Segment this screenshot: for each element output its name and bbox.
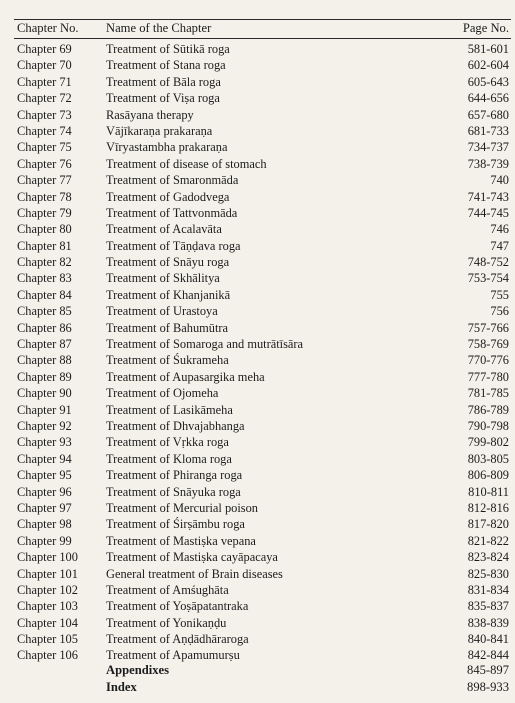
chapter-name: Treatment of Ojomeha [106, 386, 219, 401]
chapter-number: Chapter 98 [17, 517, 72, 532]
page-range: 644-656 [467, 91, 509, 106]
table-row [14, 139, 511, 155]
chapter-number: Chapter 85 [17, 304, 72, 319]
chapter-name: Treatment of Vṛkka roga [106, 435, 229, 450]
page-range: 823-824 [467, 550, 509, 565]
page-range: 605-643 [467, 74, 509, 89]
page-range: 681-733 [467, 123, 509, 138]
table-row [14, 516, 511, 532]
page-range: 657-680 [467, 107, 509, 122]
chapter-name: Treatment of Yoṣāpatantraka [106, 599, 249, 614]
chapter-number: Chapter 93 [17, 435, 72, 450]
page-range: 734-737 [467, 140, 509, 155]
page-range: 845-897 [467, 663, 509, 677]
chapter-name: Treatment of Tāṇḍava roga [106, 238, 241, 253]
chapter-number: Chapter 103 [17, 599, 78, 614]
chapter-name: Treatment of Śukrameha [106, 353, 229, 368]
table-row [14, 402, 511, 418]
header-chapter-name: Name of the Chapter [106, 21, 212, 35]
table-row [14, 123, 511, 139]
page-range: 790-798 [467, 418, 509, 433]
chapter-number: Chapter 76 [17, 156, 72, 171]
table-row [14, 254, 511, 270]
chapter-number: Chapter 100 [17, 550, 78, 565]
chapter-name: Treatment of Bāla roga [106, 74, 221, 89]
chapter-name: Treatment of Bahumūtra [106, 320, 229, 335]
page-range: 810-811 [468, 484, 509, 499]
table-row [14, 434, 511, 450]
back-matter-row [14, 662, 511, 679]
page-range: 821-822 [467, 533, 509, 548]
top-rule [14, 19, 511, 20]
chapter-name: Treatment of Smaronmāda [106, 173, 239, 188]
page-range: 758-769 [467, 337, 509, 352]
chapter-number: Chapter 96 [17, 484, 72, 499]
page-range: 825-830 [467, 566, 509, 581]
page-range: 799-802 [467, 435, 509, 450]
chapter-name: Treatment of Amśughāta [106, 582, 229, 597]
chapter-number: Chapter 97 [17, 500, 72, 515]
table-row [14, 451, 511, 467]
chapter-number: Chapter 91 [17, 402, 72, 417]
chapter-number: Chapter 72 [17, 91, 72, 106]
page-range: 602-604 [467, 58, 509, 73]
page-range: 898-933 [467, 679, 509, 694]
header-page-no: Page No. [462, 21, 509, 35]
chapter-number: Chapter 73 [17, 107, 72, 122]
table-row [14, 549, 511, 565]
chapter-number: Chapter 87 [17, 337, 72, 352]
chapter-number: Chapter 86 [17, 320, 72, 335]
table-row [14, 90, 511, 106]
page-range: 770-776 [467, 353, 509, 368]
chapter-name: Treatment of Aupasargika meha [106, 369, 265, 384]
chapter-number: Chapter 104 [17, 615, 78, 630]
page-range: 757-766 [467, 320, 509, 335]
table-row [14, 598, 511, 614]
chapter-number: Chapter 106 [17, 648, 78, 663]
page-range: 786-789 [467, 402, 509, 417]
chapter-name: Treatment of Dhvajabhanga [106, 418, 245, 433]
table-row [14, 385, 511, 401]
table-row [14, 205, 511, 221]
page-range: 838-839 [467, 615, 509, 630]
chapter-list [14, 41, 511, 664]
chapter-name: Treatment of Urastoya [106, 304, 218, 319]
table-row [14, 156, 511, 172]
chapter-name: Treatment of Tattvonmāda [106, 205, 238, 220]
page-range: 842-844 [467, 648, 509, 663]
page-range: 744-745 [467, 205, 509, 220]
table-header [14, 21, 511, 37]
chapter-name: Treatment of Viṣa roga [106, 91, 220, 106]
table-row [14, 41, 511, 57]
table-row [14, 320, 511, 336]
chapter-name: Treatment of Phiranga roga [106, 468, 243, 483]
table-row [14, 631, 511, 647]
table-row [14, 352, 511, 368]
chapter-number: Chapter 70 [17, 58, 72, 73]
chapter-number: Chapter 89 [17, 369, 72, 384]
chapter-number: Chapter 102 [17, 582, 78, 597]
chapter-name: Rasāyana therapy [106, 107, 194, 122]
page-range: 740 [490, 173, 509, 188]
back-matter-list [14, 662, 511, 695]
chapter-name: Treatment of Snāyu roga [106, 255, 230, 270]
chapter-name: Treatment of Aṇḍādhāraroga [106, 632, 249, 647]
chapter-name: Treatment of Somaroga and mutrātīsāra [106, 337, 304, 352]
chapter-name: Treatment of Lasikāmeha [106, 402, 233, 417]
table-row [14, 582, 511, 598]
header-chapter-no: Chapter No. [17, 21, 79, 35]
chapter-name: Treatment of Sūtikā roga [106, 42, 230, 56]
chapter-name: Treatment of Stana roga [106, 58, 226, 73]
chapter-number: Chapter 69 [17, 42, 72, 56]
table-row [14, 270, 511, 286]
table-row [14, 238, 511, 254]
chapter-number: Chapter 80 [17, 222, 72, 237]
chapter-name: Treatment of Khanjanikā [106, 287, 231, 302]
table-row [14, 287, 511, 303]
page-range: 755 [490, 287, 509, 302]
table-row [14, 336, 511, 352]
chapter-number: Chapter 105 [17, 632, 78, 647]
table-row [14, 467, 511, 483]
table-row [14, 107, 511, 123]
table-row [14, 172, 511, 188]
chapter-number: Chapter 71 [17, 74, 72, 89]
page-range: 747 [490, 238, 509, 253]
page-range: 748-752 [467, 255, 509, 270]
chapter-number: Chapter 79 [17, 205, 72, 220]
page-range: 817-820 [467, 517, 509, 532]
chapter-number: Chapter 82 [17, 255, 72, 270]
chapter-name: General treatment of Brain diseases [106, 566, 283, 581]
chapter-number: Chapter 81 [17, 238, 72, 253]
chapter-number: Chapter 74 [17, 123, 72, 138]
chapter-name: Treatment of Śirṣāmbu roga [106, 517, 245, 532]
chapter-number: Chapter 99 [17, 533, 72, 548]
page-range: 741-743 [467, 189, 509, 204]
chapter-number: Chapter 75 [17, 140, 72, 155]
chapter-name: Treatment of Mercurial poison [106, 500, 258, 515]
header-rule [14, 38, 511, 39]
back-matter-name: Index [106, 679, 137, 694]
page-range: 835-837 [467, 599, 509, 614]
chapter-name: Treatment of Yonikaṇḍu [106, 615, 227, 630]
chapter-name: Treatment of Mastiṣka cayāpacaya [106, 550, 278, 565]
page-range: 753-754 [467, 271, 509, 286]
table-row [14, 303, 511, 319]
chapter-number: Chapter 94 [17, 451, 72, 466]
chapter-name: Vīryastambha prakaraṇa [106, 140, 228, 155]
table-row [14, 189, 511, 205]
chapter-number: Chapter 88 [17, 353, 72, 368]
page-range: 831-834 [467, 582, 509, 597]
page-range: 781-785 [467, 386, 509, 401]
chapter-name: Treatment of Skhālitya [106, 271, 220, 286]
chapter-number: Chapter 78 [17, 189, 72, 204]
back-matter-row [14, 679, 511, 696]
table-row [14, 500, 511, 516]
chapter-name: Treatment of Apamumurṣu [106, 648, 240, 663]
page-range: 812-816 [467, 500, 509, 515]
table-row [14, 74, 511, 90]
page-range: 803-805 [467, 451, 509, 466]
table-row [14, 369, 511, 385]
table-row [14, 566, 511, 582]
chapter-name: Treatment of Snāyuka roga [106, 484, 241, 499]
chapter-number: Chapter 101 [17, 566, 78, 581]
chapter-number: Chapter 92 [17, 418, 72, 433]
chapter-number: Chapter 95 [17, 468, 72, 483]
table-row [14, 57, 511, 73]
table-row [14, 484, 511, 500]
chapter-number: Chapter 83 [17, 271, 72, 286]
chapter-name: Treatment of disease of stomach [106, 156, 267, 171]
chapter-number: Chapter 77 [17, 173, 72, 188]
chapter-name: Treatment of Acalavāta [106, 222, 222, 237]
chapter-name: Treatment of Kloma roga [106, 451, 232, 466]
page-range: 581-601 [467, 42, 509, 56]
back-matter-name: Appendixes [106, 663, 169, 677]
table-row [14, 418, 511, 434]
chapter-name: Treatment of Mastiṣka vepana [106, 533, 256, 548]
page-range: 806-809 [467, 468, 509, 483]
table-row [14, 533, 511, 549]
chapter-name: Vājīkaraṇa prakaraṇa [106, 123, 213, 138]
page-range: 840-841 [467, 632, 509, 647]
page-range: 738-739 [467, 156, 509, 171]
table-row [14, 615, 511, 631]
page-range: 777-780 [467, 369, 509, 384]
page-range: 746 [490, 222, 509, 237]
table-row [14, 221, 511, 237]
chapter-number: Chapter 84 [17, 287, 72, 302]
page-range: 756 [490, 304, 509, 319]
chapter-number: Chapter 90 [17, 386, 72, 401]
chapter-name: Treatment of Gadodvega [106, 189, 230, 204]
